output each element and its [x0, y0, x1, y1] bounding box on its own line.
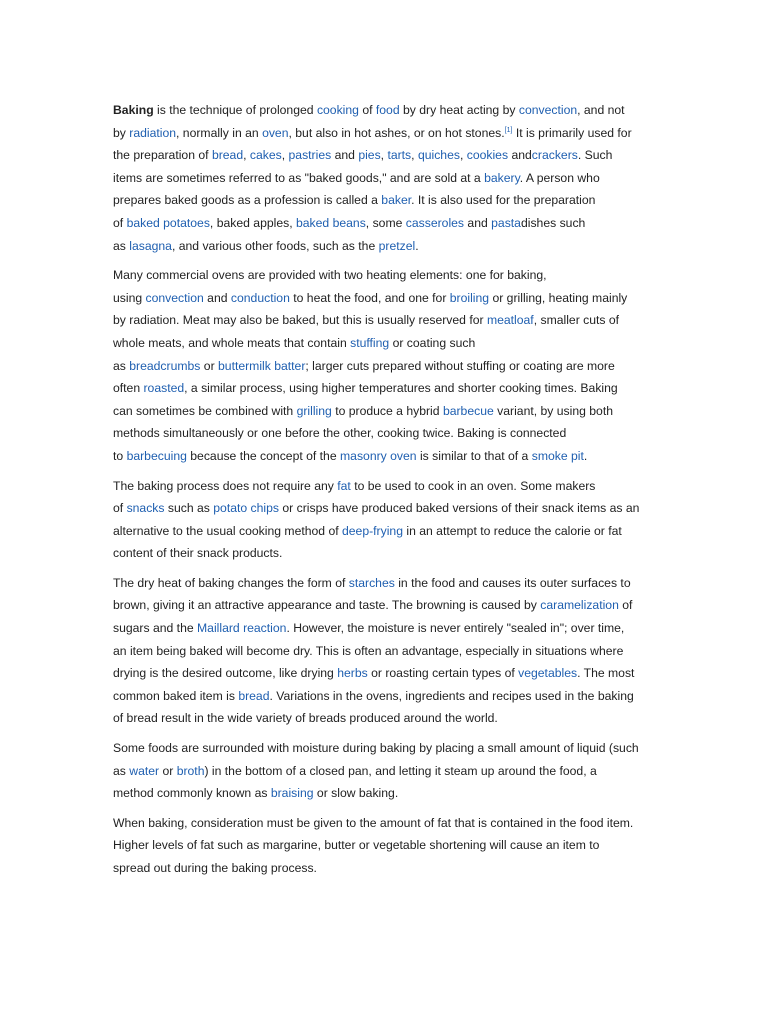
link-deep-frying[interactable]: deep-frying [342, 523, 403, 538]
link-cooking[interactable]: cooking [316, 103, 359, 117]
link-pies[interactable]: pies [358, 148, 381, 163]
text-run: , smaller cuts of [533, 313, 620, 328]
text-run: of [358, 103, 376, 117]
link-braising[interactable]: braising [270, 786, 314, 801]
text-run: , [459, 148, 467, 163]
link-fat[interactable]: fat [337, 478, 351, 493]
text-run: or crisps have produced baked versions of their snack items as an [279, 501, 640, 516]
text-run: , [243, 148, 250, 163]
text-run: It is primarily used for [512, 125, 632, 140]
text-run: The dry heat of baking changes the form of [113, 575, 349, 590]
paragraph-5 [113, 737, 658, 805]
link-broth[interactable]: broth [176, 763, 205, 778]
text-run: , baked apples, [209, 215, 296, 230]
link-breadcrumbs[interactable]: breadcrumbs [129, 358, 201, 373]
text-run: by radiation. Meat may also be baked, but this is usually reserved for [113, 313, 487, 328]
paragraph-6 [113, 812, 658, 880]
link-maillard-reaction[interactable]: Maillard reaction [197, 621, 287, 636]
citation-link[interactable]: [1] [504, 126, 513, 134]
link-lasagna[interactable]: lasagna [129, 238, 172, 253]
text-run: . A person who [519, 170, 600, 185]
text-run: , but also in hot ashes, or on hot stones. [288, 125, 505, 140]
text-run: or slow baking. [313, 786, 399, 801]
text-run: variant, by using both [493, 403, 614, 418]
text-run: such as [164, 501, 214, 516]
link-caramelization[interactable]: caramelization [540, 598, 619, 613]
text-run: content of their snack products. [113, 546, 283, 561]
link-roasted[interactable]: roasted [143, 381, 185, 396]
text-run: . It is also used for the preparation [411, 193, 596, 208]
link-baker[interactable]: baker [381, 193, 412, 208]
text-run: , [380, 148, 388, 163]
paragraph-4 [113, 572, 658, 730]
paragraph-1 [113, 99, 658, 257]
link-meatloaf[interactable]: meatloaf [486, 313, 534, 328]
link-cakes[interactable]: cakes [249, 148, 282, 163]
text-run: When baking, consideration must be given to the amount of fat that is contained in the food item. [113, 815, 634, 830]
text-run: Some foods are surrounded with moisture during baking by placing a small amount of liquid (such [113, 741, 639, 756]
text-run: as [113, 763, 130, 778]
link-pretzel[interactable]: pretzel [378, 238, 416, 253]
text-run: sugars and the [113, 621, 198, 636]
text-run: , a similar process, using higher temperatures and shorter cooking times. Baking [184, 381, 618, 396]
text-run: or roasting certain types of [367, 666, 519, 681]
text-run: the preparation of [113, 148, 212, 163]
link-tarts[interactable]: tarts [387, 148, 412, 163]
link-casseroles[interactable]: casseroles [405, 215, 465, 230]
link-starches[interactable]: starches [348, 575, 395, 590]
text-run: or [159, 763, 177, 778]
text-run: in the food and causes its outer surfaces to [394, 575, 631, 590]
text-run: to produce a hybrid [331, 403, 443, 418]
link-broiling[interactable]: broiling [449, 290, 490, 305]
link-barbecuing[interactable]: barbecuing [126, 448, 187, 463]
link-cookies[interactable]: cookies [466, 148, 509, 163]
text-run: . Variations in the ovens, ingredients and recipes used in the baking [269, 688, 634, 703]
text-run: to [113, 448, 127, 463]
text-run: in an attempt to reduce the calorie or fat [402, 523, 622, 538]
text-run: Higher levels of fat such as margarine, butter or vegetable shortening will cause an item to [113, 838, 600, 853]
link-food[interactable]: food [375, 103, 400, 117]
text-run: by dry heat acting by [399, 103, 519, 117]
text-run: whole meats, and whole meats that contain [113, 335, 351, 350]
text-run: , and various other foods, such as the [171, 238, 379, 253]
text-run: of bread result in the wide variety of breads produced around the world. [113, 711, 498, 726]
link-pastries[interactable]: pastries [288, 148, 332, 163]
text-run: items are sometimes referred to as "baked goods," and are sold at a [113, 170, 485, 185]
text-run: common baked item is [113, 688, 239, 703]
text-run: by [113, 125, 130, 140]
text-run: as [113, 238, 130, 253]
text-run: dishes such [520, 215, 586, 230]
article-term: Baking [113, 103, 154, 117]
paragraph-2 [113, 264, 658, 467]
link-stuffing[interactable]: stuffing [350, 335, 390, 350]
text-run: spread out during the baking process. [113, 861, 317, 875]
text-run: often [113, 381, 144, 396]
text-run: methods simultaneously or one before the other, cooking twice. Baking is connected [113, 426, 567, 441]
text-run: and [203, 290, 231, 305]
text-run: using [113, 290, 146, 305]
text-run: ) in the bottom of a closed pan, and letting it steam up around the food, a [204, 763, 597, 778]
article-body [113, 99, 658, 887]
text-run: . [415, 238, 419, 253]
text-run: brown, giving it an attractive appearance and taste. The browning is caused by [113, 598, 541, 613]
link-convection[interactable]: convection [145, 290, 204, 305]
link-baked-potatoes[interactable]: baked potatoes [126, 215, 210, 230]
link-potato-chips[interactable]: potato chips [213, 501, 280, 516]
text-run: . However, the moisture is never entirely "sealed in"; over time, [286, 621, 625, 636]
text-run: of [113, 215, 127, 230]
text-run: prepares baked goods as a profession is called a [113, 193, 382, 208]
link-baked-beans[interactable]: baked beans [295, 215, 366, 230]
text-run: , normally in an [176, 125, 263, 140]
link-smoke-pit[interactable]: smoke pit [531, 448, 584, 463]
link-bakery[interactable]: bakery [484, 170, 520, 185]
text-run: alternative to the usual cooking method of [113, 523, 342, 538]
text-run: drying is the desired outcome, like drying [113, 666, 338, 681]
link-pasta[interactable]: pasta [491, 215, 521, 230]
text-run: to heat the food, and one for [289, 290, 450, 305]
link-vegetables[interactable]: vegetables [518, 666, 578, 681]
link-conduction[interactable]: conduction [230, 290, 290, 305]
text-run: is the technique of prolonged [153, 103, 317, 117]
text-run: , and not [577, 103, 625, 117]
link-quiches[interactable]: quiches [417, 148, 460, 163]
text-run: . The most [577, 666, 635, 681]
text-run: as [113, 358, 130, 373]
link-bread[interactable]: bread [211, 148, 244, 163]
text-run: of [113, 501, 127, 516]
text-run: , some [365, 215, 406, 230]
text-run: is similar to that of a [416, 448, 532, 463]
text-run: and [508, 148, 532, 163]
link-grilling[interactable]: grilling [296, 403, 332, 418]
link-masonry-oven[interactable]: masonry oven [340, 448, 417, 463]
text-run: and [464, 215, 492, 230]
link-snacks[interactable]: snacks [126, 501, 165, 516]
text-run: ; larger cuts prepared without stuffing or coating are more [305, 358, 615, 373]
text-run: and [331, 148, 359, 163]
text-run: , [281, 148, 289, 163]
text-run: The baking process does not require any [113, 478, 338, 493]
text-run: of [618, 598, 633, 613]
link-water[interactable]: water [129, 763, 160, 778]
link-herbs[interactable]: herbs [337, 666, 368, 681]
text-run: to be used to cook in an oven. Some makers [350, 478, 596, 493]
text-run: , [411, 148, 418, 163]
text-run: an item being baked will become dry. This is often an advantage, especially in situations where [113, 643, 624, 658]
link-barbecue[interactable]: barbecue [442, 403, 494, 418]
link-bread[interactable]: bread [238, 688, 270, 703]
text-run: because the concept of the [186, 448, 341, 463]
paragraph-3 [113, 475, 658, 565]
link-radiation[interactable]: radiation [129, 125, 177, 140]
text-run: Many commercial ovens are provided with two heating elements: one for baking, [113, 268, 547, 283]
text-run: or grilling, heating mainly [489, 290, 628, 305]
link-buttermilk-batter[interactable]: buttermilk batter [218, 358, 306, 373]
text-run: or [200, 358, 219, 373]
link-oven[interactable]: oven [262, 125, 289, 140]
link-crackers[interactable]: crackers [531, 148, 578, 163]
text-run: method commonly known as [113, 786, 271, 801]
text-run: can sometimes be combined with [113, 403, 297, 418]
text-run: . Such [577, 148, 613, 163]
text-run: . [583, 448, 588, 463]
link-convection[interactable]: convection [518, 103, 578, 117]
text-run: or coating such [389, 335, 476, 350]
